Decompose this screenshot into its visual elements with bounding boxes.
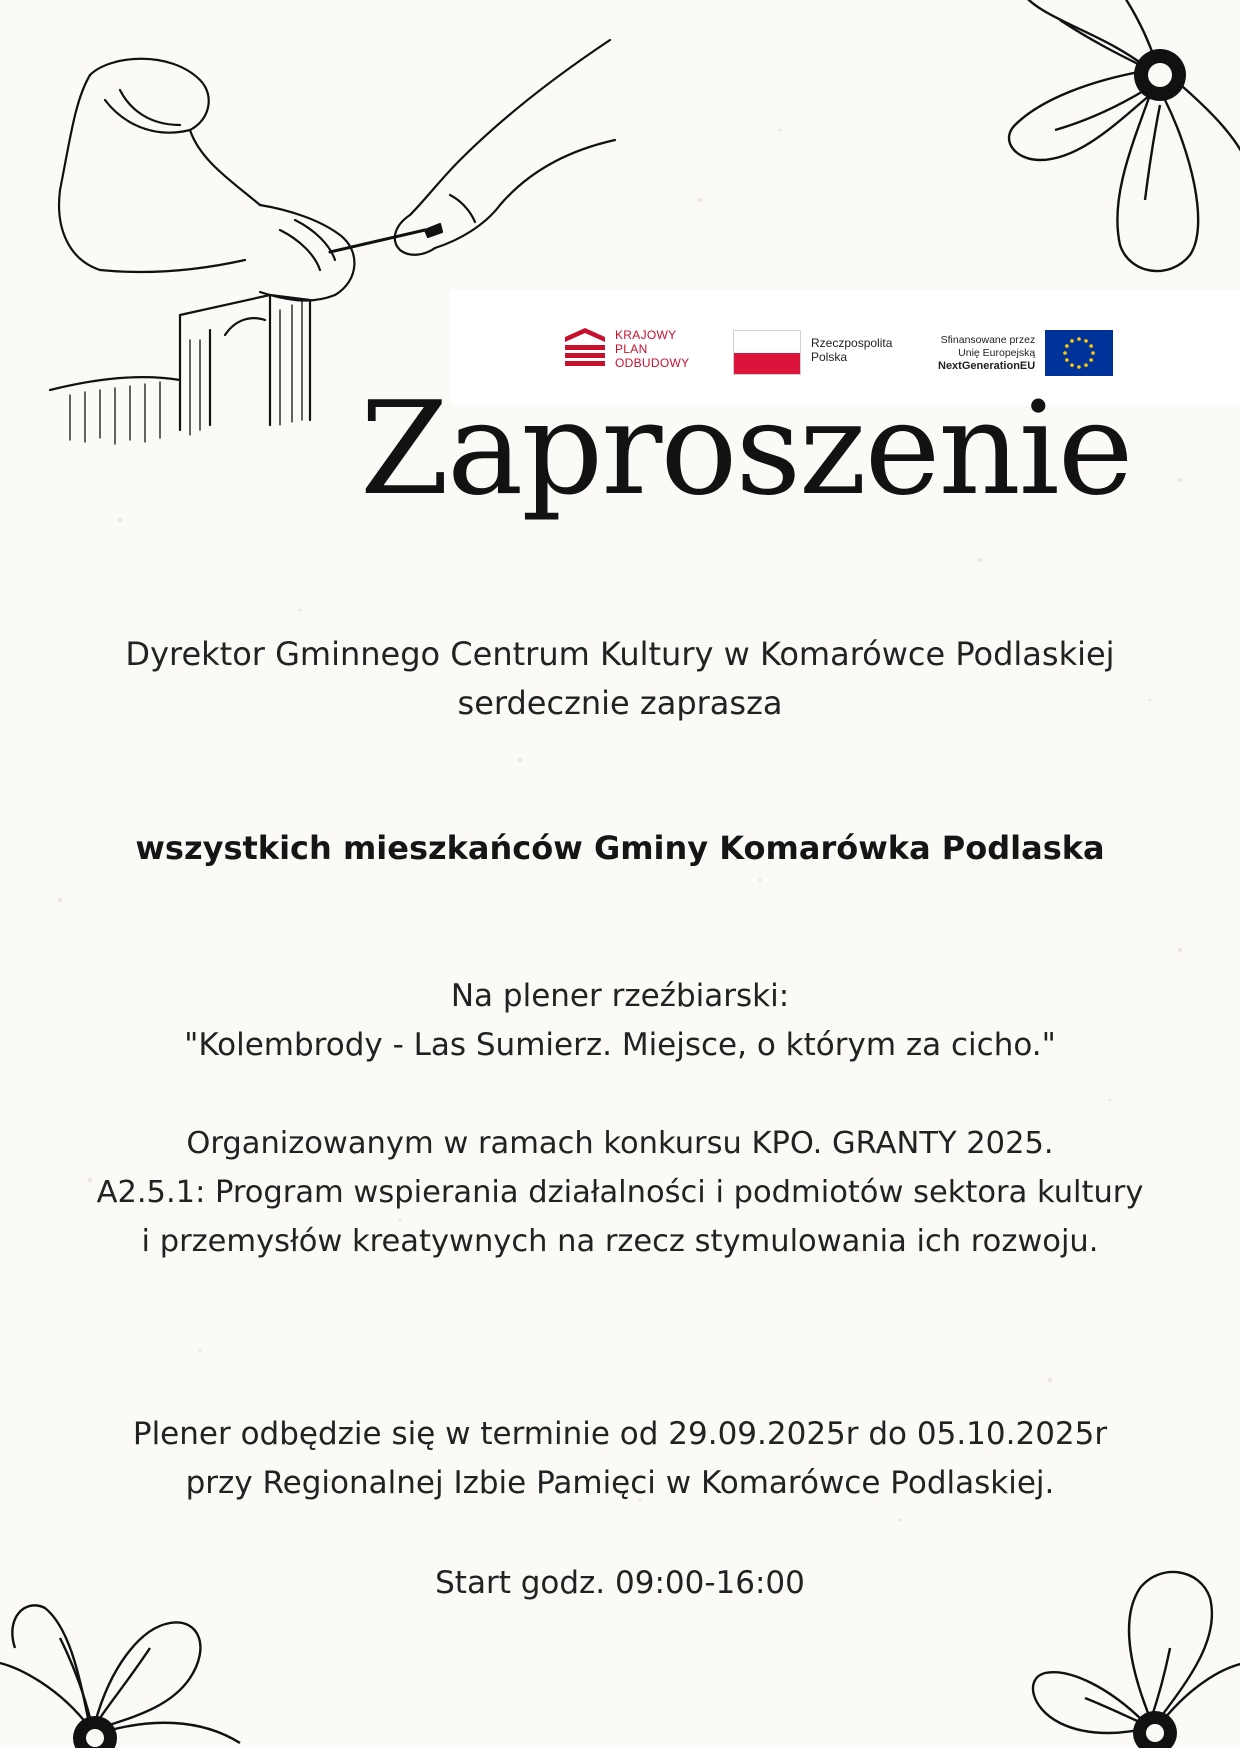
page-title: Zaproszenie [360,375,1132,524]
kpo-line-2: PLAN [615,342,648,356]
event-paragraph [20,972,1220,1070]
poland-logo [733,330,892,375]
eu-logo-text [938,334,1035,373]
kpo-line-1: KRAJOWY [615,328,677,342]
eu-star-icon [1065,358,1069,362]
event-line-2: "Kolembrody - Las Sumierz. Miejsce, o którym za cicho." [184,1027,1056,1063]
schedule-line-1: Plener odbędzie się w terminie od 29.09.2025r do 05.10.2025r [132,1416,1108,1452]
program-line-2: A2.5.1: Program wspierania działalności i podmiotów sektora kultury [96,1175,1144,1210]
eu-star-icon [1077,337,1081,341]
program-line-1: Organizowanym w ramach konkursu KPO. GRANTY 2025. [186,1126,1054,1161]
eu-star-icon [1090,358,1094,362]
kpo-line-3: ODBUDOWY [615,356,690,370]
schedule-paragraph [20,1410,1220,1508]
kpo-logo [565,328,689,370]
event-line-1: Na plener rzeźbiarski: [450,978,790,1014]
poland-line-1: Rzeczpospolita [811,336,893,350]
eu-star-icon [1070,363,1074,367]
eu-star-icon [1091,351,1095,355]
poland-line-2: Polska [811,350,848,364]
intro-paragraph [20,630,1220,728]
intro-line-2: serdecznie zaprasza [457,684,783,722]
intro-line-1: Dyrektor Gminnego Centrum Kultury w Komarówce Podlaskiej [125,635,1115,673]
eu-line-1: Sfinansowane przez [940,333,1036,346]
eu-line-2: Unię Europejską [958,346,1036,359]
eu-star-icon [1063,351,1067,355]
schedule-line-2: przy Regionalnej Izbie Pamięci w Komarówce Podlaskiej. [185,1465,1055,1501]
eu-star-icon [1084,363,1088,367]
eu-star-icon [1065,344,1069,348]
kpo-logo-text [615,328,689,370]
eu-star-icon [1084,339,1088,343]
kpo-stripes-icon [565,328,605,370]
program-paragraph [20,1119,1220,1266]
eu-line-3: NextGenerationEU [938,359,1036,372]
start-time: Start godz. 09:00-16:00 [435,1565,805,1601]
poland-logo-text [811,336,892,364]
flower-illustration-top-right [960,0,1240,290]
poland-flag-icon [733,330,801,375]
eu-logo [938,330,1113,376]
program-line-3: i przemysłów kreatywnych na rzecz stymulowania ich rozwoju. [141,1224,1099,1259]
eu-star-icon [1077,365,1081,369]
eu-flag-icon [1045,330,1113,376]
eu-star-icon [1070,339,1074,343]
guests-line: wszystkich mieszkańców Gminy Komarówka Podlaska [135,829,1105,867]
eu-star-icon [1090,344,1094,348]
